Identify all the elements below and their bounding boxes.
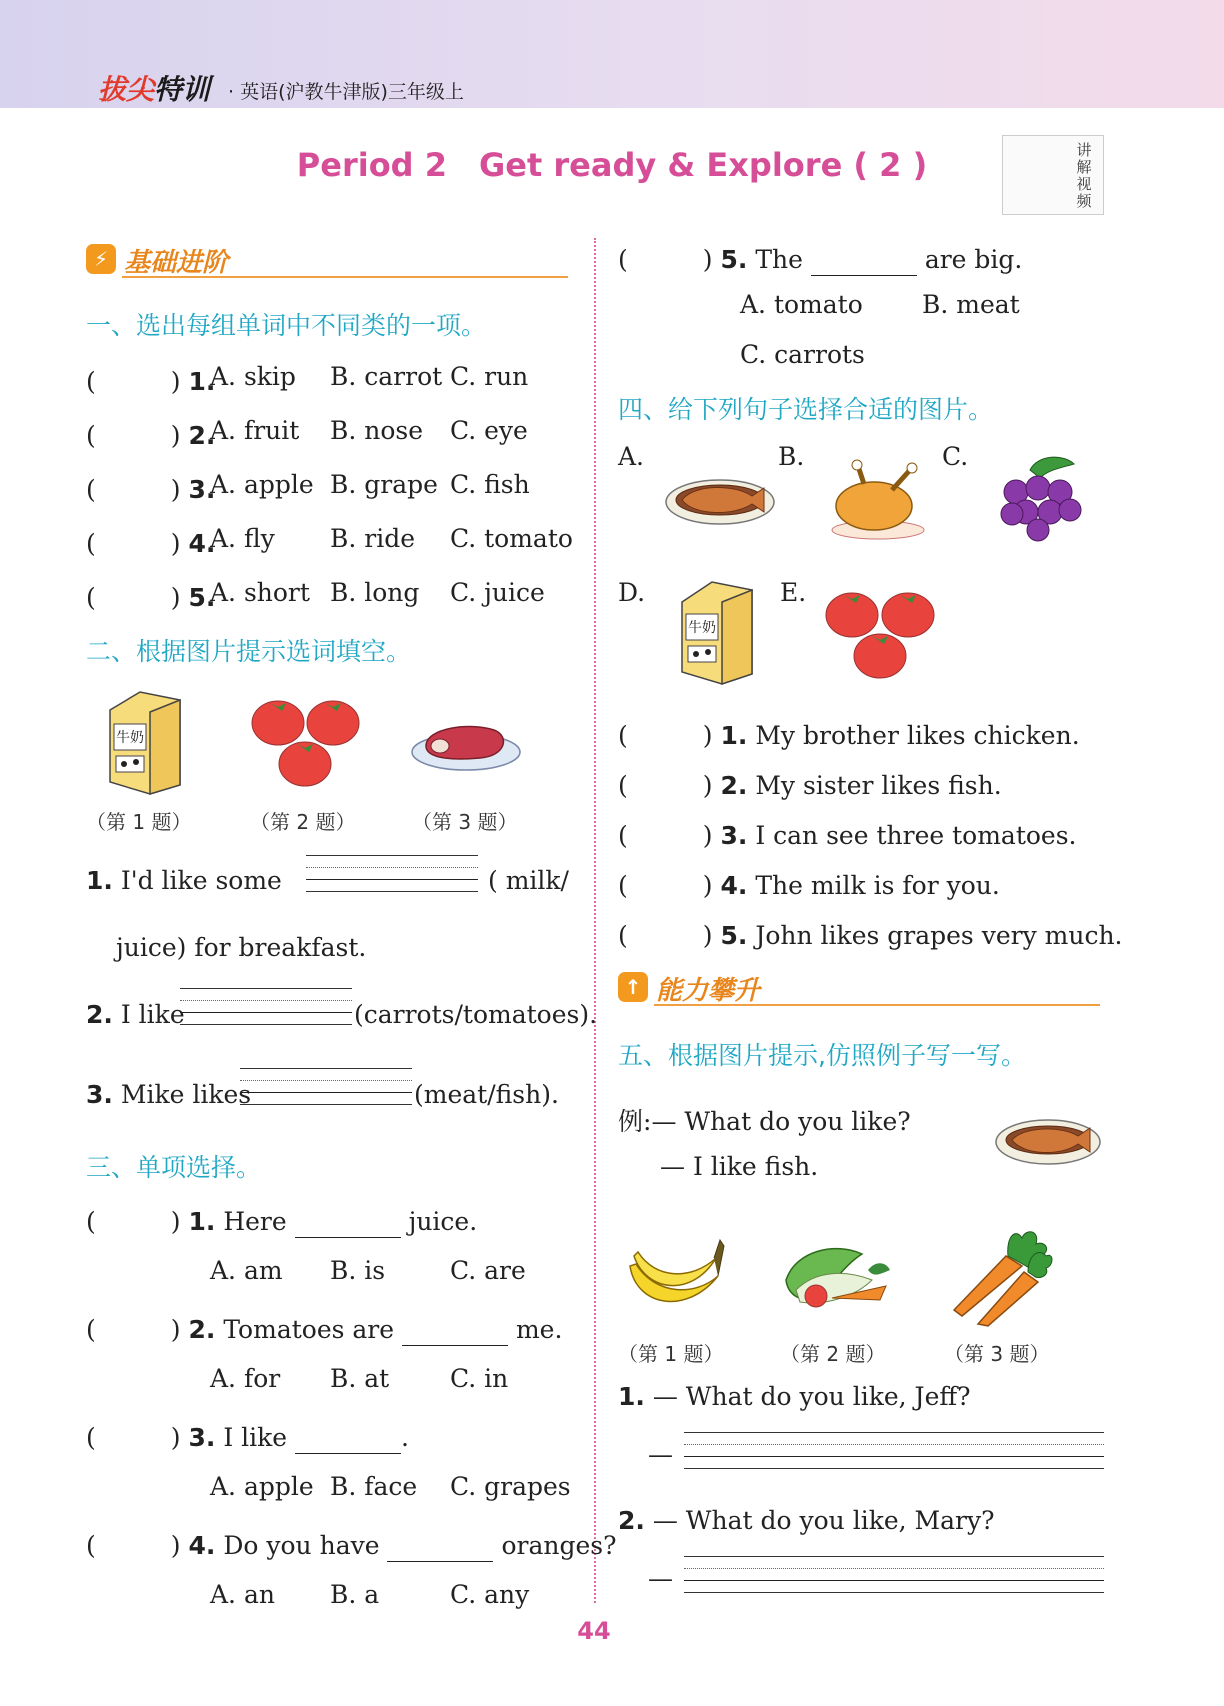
answer-paren[interactable]: ( ) [86,1207,181,1236]
answer-line-q2-2[interactable] [180,988,352,1028]
list-item: ( ) 1. My brother likes chicken. [618,721,1080,750]
milk-carton-icon [100,690,190,795]
ability-icon: ↑ [618,972,648,1002]
q1-heading: 一、选出每组单词中不同类的一项。 [86,311,487,340]
blank[interactable] [402,1345,508,1346]
q5-caption-2: （第 2 题） [780,1342,886,1366]
blank[interactable] [387,1561,493,1562]
blank[interactable] [295,1453,401,1454]
list-item: ( ) 3. I like . [86,1423,409,1452]
example-answer: — I like fish. [660,1152,819,1181]
q2-sentence-2: 2. I like [86,1000,185,1029]
list-item: ( ) 2. [86,421,216,450]
video-qr-box[interactable] [1002,135,1104,215]
fish-plate-icon [664,470,776,528]
list-item: ( ) 5. The are big. [618,245,1023,274]
answer-paren[interactable]: ( ) [618,245,713,274]
list-item: ( ) 4. The milk is for you. [618,871,1000,900]
q5-item-2: 2. — What do you like, Mary? [618,1506,995,1535]
answer-paren[interactable]: ( ) [618,921,713,950]
q2-sentence-3: 3. Mike likes [86,1080,252,1109]
answer-paren[interactable]: ( ) [86,583,181,612]
lightning-icon: ⚡ [86,244,116,274]
blank[interactable] [295,1237,401,1238]
q2-sentence-1: 1. I'd like some [86,866,282,895]
page-number: 44 [577,1617,611,1645]
section-ability: ↑ 能力攀升 [618,968,1100,1008]
answer-line-q2-1[interactable] [306,855,478,895]
answer-paren[interactable]: ( ) [86,367,181,396]
video-label: 讲解视频 [1076,141,1092,210]
answer-paren[interactable]: ( ) [86,421,181,450]
brand-logo: 拔尖特训 [98,73,211,106]
answer-paren[interactable]: ( ) [86,1315,181,1344]
svg-text:牛奶: 牛奶 [688,620,716,636]
answer-dash: — [648,1564,673,1593]
q3-heading: 三、单项选择。 [86,1153,262,1182]
svg-text:牛奶: 牛奶 [116,730,144,746]
tomatoes-icon [822,590,938,682]
carrots-icon [950,1226,1054,1326]
list-item: ( ) 2. My sister likes fish. [618,771,1002,800]
tomatoes-icon [248,698,363,790]
list-item: ( ) 5. John likes grapes very much. [618,921,1123,950]
q5-caption-3: （第 3 题） [944,1342,1050,1366]
answer-line-q5-2[interactable] [684,1556,1104,1596]
banana-icon [626,1236,724,1318]
vegetables-icon [776,1240,896,1316]
answer-line-q2-3[interactable] [240,1068,412,1108]
answer-paren[interactable]: ( ) [618,821,713,850]
q5-heading: 五、根据图片提示,仿照例子写一写。 [618,1041,1026,1070]
answer-paren[interactable]: ( ) [618,721,713,750]
answer-paren[interactable]: ( ) [86,1531,181,1560]
grapes-icon [994,452,1086,544]
meat-plate-icon [410,716,522,772]
list-item: ( ) 3. [86,475,216,504]
q4-heading: 四、给下列句子选择合适的图片。 [618,395,994,424]
q2-caption-2: （第 2 题） [250,810,356,834]
list-item: ( ) 2. Tomatoes are me. [86,1315,563,1344]
column-divider [594,238,596,1603]
q2-heading: 二、根据图片提示选词填空。 [86,637,412,666]
list-item: ( ) 4. [86,529,216,558]
blank[interactable] [811,275,917,276]
list-item: ( ) 1. Here juice. [86,1207,478,1236]
page-title: Period 2 Get ready & Explore ( 2 ) [296,146,928,184]
roast-chicken-icon [828,460,932,540]
fish-plate-icon [994,1112,1102,1168]
answer-paren[interactable]: ( ) [86,475,181,504]
q5-caption-1: （第 1 题） [618,1342,724,1366]
q2-caption-3: （第 3 题） [412,810,518,834]
answer-paren[interactable]: ( ) [618,871,713,900]
example-question: 例:— What do you like? [618,1107,911,1136]
book-title: · 英语(沪教牛津版)三年级上 [228,81,464,103]
answer-line-q5-1[interactable] [684,1432,1104,1472]
answer-paren[interactable]: ( ) [86,529,181,558]
q2-caption-1: （第 1 题） [86,810,192,834]
answer-paren[interactable]: ( ) [86,1423,181,1452]
answer-dash: — [648,1440,673,1469]
list-item: ( ) 5. [86,583,216,612]
list-item: ( ) 3. I can see three tomatoes. [618,821,1077,850]
answer-paren[interactable]: ( ) [618,771,713,800]
list-item: ( ) 1. [86,367,216,396]
milk-carton-icon [676,580,758,684]
section-basic: ⚡ 基础进阶 [86,240,568,280]
q5-item-1: 1. — What do you like, Jeff? [618,1382,971,1411]
list-item: ( ) 4. Do you have oranges? [86,1531,617,1560]
